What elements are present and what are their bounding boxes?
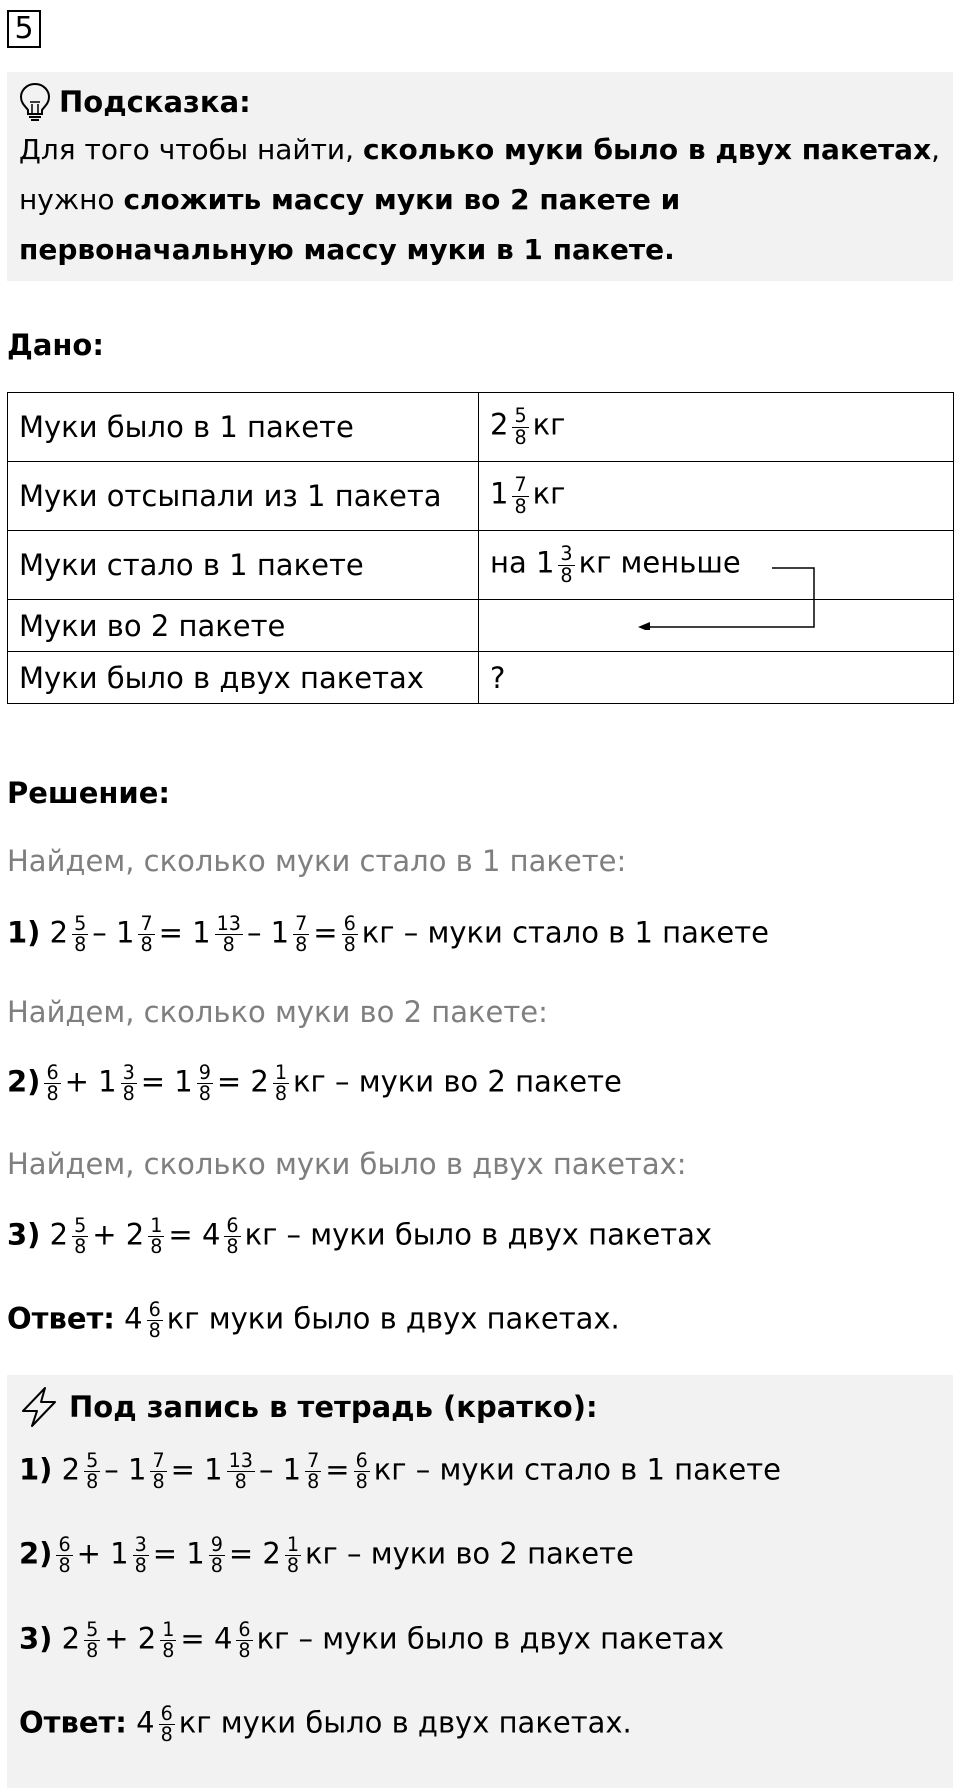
- notebook-header: [19, 1381, 598, 1433]
- given-label: Муки стало в 1 пакете: [8, 531, 479, 600]
- given-value: [479, 462, 954, 531]
- given-label: Муки во 2 пакете: [8, 600, 479, 652]
- notebook-step-2: 2) $\frac{6}{8}$ + 1 $\frac{3}{8}$ = 1 $\frac{9}{8}$ = 2 $\frac{1}{8}$ кг – муки во 2 пакете: [19, 1533, 634, 1578]
- given-label: Муки было в 1 пакете: [8, 393, 479, 462]
- notebook-answer: Ответ: 4 $\frac{6}{8}$ кг муки было в двух пакетах.: [19, 1702, 632, 1747]
- hint-text: [19, 125, 941, 275]
- lightbulb-icon: [19, 82, 51, 122]
- hint-text-1-bold: сколько муки было в двух пакетах: [362, 133, 932, 166]
- fraction: $\frac{7}{8}$: [514, 473, 527, 518]
- notebook-step-1: 1) 2 $\frac{5}{8}$ – 1 $\frac{7}{8}$ = 1 $\frac{13}{8}$ – 1 $\frac{7}{8}$ = $\frac{6}{8}$ кг – муки стало в 1 пакете: [19, 1449, 781, 1494]
- whole-part: 2: [490, 408, 509, 442]
- hint-title: Подсказка:: [59, 85, 251, 119]
- task-number: 5: [7, 10, 41, 48]
- notebook-box: [7, 1375, 953, 1788]
- unit: кг: [532, 408, 566, 442]
- value-prefix: на 1: [490, 546, 555, 580]
- unit: кг: [532, 477, 566, 511]
- hint-text-2-bold: сложить массу муки во 2 пакете и: [123, 183, 681, 216]
- solution-title: Решение:: [7, 776, 171, 810]
- relation-arrow: [630, 560, 830, 630]
- given-value: ?: [479, 652, 954, 704]
- given-value: [479, 393, 954, 462]
- hint-text-3-bold: первоначальную массу муки в 1 пакете.: [19, 233, 675, 266]
- hint-text-1: Для того чтобы найти,: [19, 133, 363, 166]
- solution-answer: Ответ: 4 $\frac{6}{8}$ кг муки было в двух пакетах.: [7, 1298, 620, 1343]
- notebook-step-3: 3) 2 $\frac{5}{8}$ + 2 $\frac{1}{8}$ = 4 $\frac{6}{8}$ кг – муки было в двух пакетах: [19, 1618, 725, 1663]
- notebook-title: Под запись в тетрадь (кратко):: [69, 1390, 598, 1424]
- hint-text-1-end: ,: [931, 133, 941, 166]
- hint-box: [7, 72, 953, 281]
- solution-step-hint-2: Найдем, сколько муки во 2 пакете:: [7, 995, 548, 1029]
- table-row: [8, 462, 954, 531]
- hint-text-2: нужно: [19, 183, 124, 216]
- value-suffix: кг меньше: [578, 546, 741, 580]
- whole-part: 1: [490, 477, 509, 511]
- solution-step-hint-1: Найдем, сколько муки стало в 1 пакете:: [7, 844, 627, 878]
- table-row: [8, 652, 954, 704]
- lightning-icon: [19, 1386, 59, 1428]
- solution-step-3: 3) 2 $\frac{5}{8}$ + 2 $\frac{1}{8}$ = 4 $\frac{6}{8}$ кг – муки было в двух пакетах: [7, 1214, 713, 1259]
- fraction: $\frac{5}{8}$: [514, 404, 527, 449]
- hint-header: [19, 80, 941, 124]
- table-row: [8, 393, 954, 462]
- fraction: $\frac{3}{8}$: [560, 542, 573, 587]
- solution-step-1: 1) 2 $\frac{5}{8}$ – 1 $\frac{7}{8}$ = 1 $\frac{13}{8}$ – 1 $\frac{7}{8}$ = $\frac{6}{8}$ кг – муки стало в 1 пакете: [7, 912, 769, 957]
- given-label: Муки отсыпали из 1 пакета: [8, 462, 479, 531]
- solution-step-hint-3: Найдем, сколько муки было в двух пакетах:: [7, 1147, 687, 1181]
- given-label: Муки было в двух пакетах: [8, 652, 479, 704]
- solution-step-2: 2) $\frac{6}{8}$ + 1 $\frac{3}{8}$ = 1 $\frac{9}{8}$ = 2 $\frac{1}{8}$ кг – муки во 2 пакете: [7, 1061, 622, 1106]
- given-table: [7, 392, 954, 704]
- given-title: Дано:: [7, 328, 104, 362]
